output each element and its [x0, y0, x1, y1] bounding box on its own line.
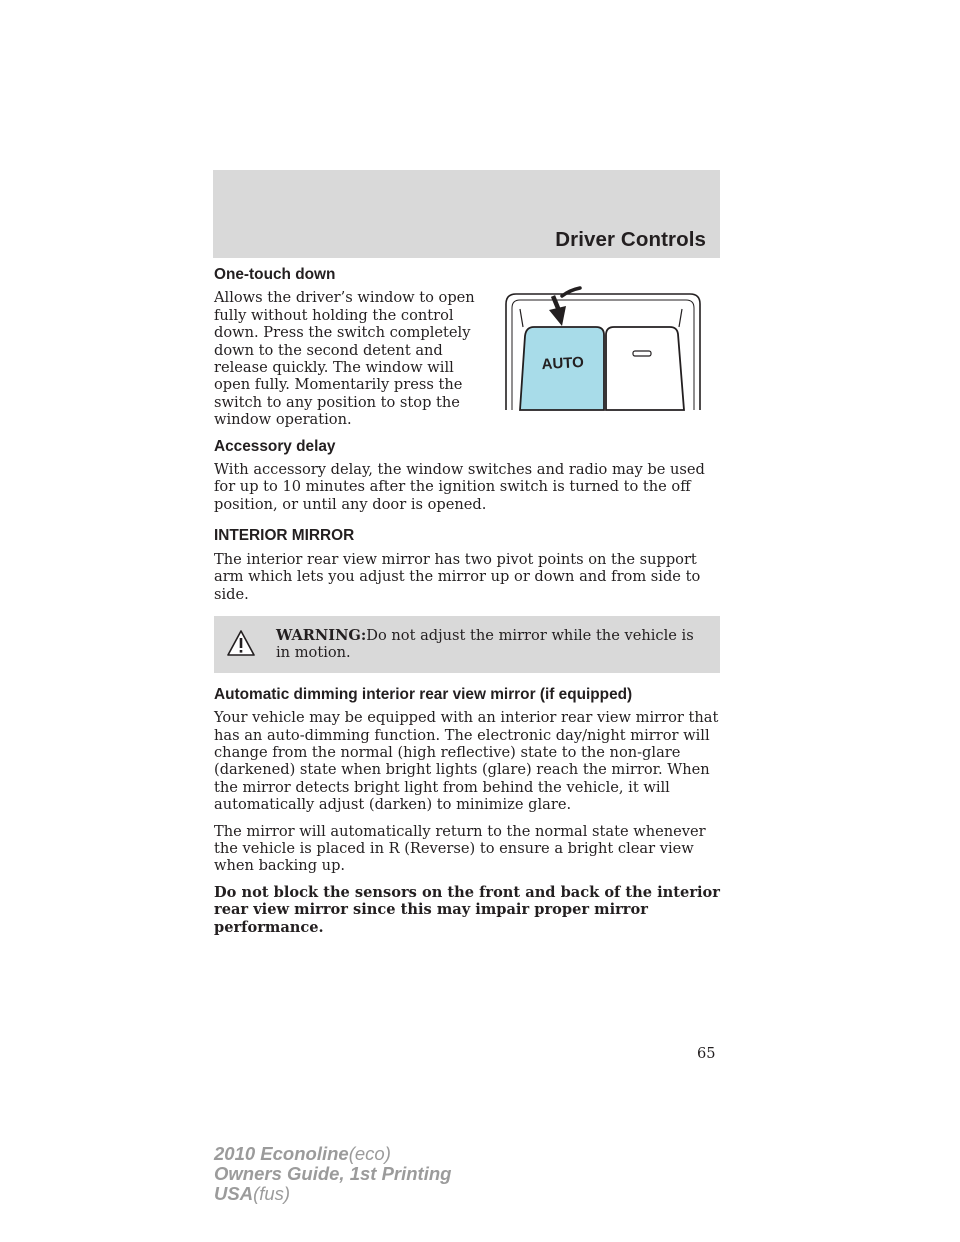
page-number: 65	[697, 1045, 716, 1062]
section-title: Driver Controls	[555, 228, 706, 251]
accessory-body: With accessory delay, the window switches and radio may be used for up to 10 minutes after the ignition switch is turned to the off position, or until any door is opened.	[214, 461, 705, 513]
warning-box	[214, 616, 720, 673]
one-touch-body: Allows the driver’s window to open fully without holding the control down. Press the switch completely down to the second detent and release quickly. The window will open fully. Momentarily press the switch to any position to stop the window operation.	[214, 289, 475, 429]
footer-region: USA	[214, 1183, 254, 1204]
auto-dim-body-1: Your vehicle may be equipped with an interior rear view mirror that has an auto-dimming function. The electronic day/night mirror will change from the normal (high reflective) state to the non-glare (darkened) state when bright lights (glare) reach the mirror. When the mirror detects bright light from behind the vehicle, it will automatically adjust (darken) to minimize glare.	[214, 709, 719, 814]
accessory-heading: Accessory delay	[214, 437, 336, 455]
footer-region-code: (fus)	[253, 1183, 291, 1204]
one-touch-section	[214, 266, 720, 429]
footer-line-3	[214, 1184, 451, 1204]
section-header-band	[213, 170, 720, 258]
warning-label: WARNING:	[276, 626, 367, 644]
auto-label: AUTO	[541, 353, 585, 374]
warning-triangle-icon	[226, 629, 256, 657]
window-switch-illustration	[500, 282, 706, 414]
mirror-heading: INTERIOR MIRROR	[214, 527, 355, 545]
auto-dim-body-2: The mirror will automatically return to the normal state whenever the vehicle is placed in R (Reverse) to ensure a bright clear view when backing up.	[214, 822, 706, 875]
one-touch-heading: One-touch down	[214, 266, 336, 283]
footer-model: 2010 Econoline	[214, 1143, 349, 1164]
sensor-note: Do not block the sensors on the front and back of the interior rear view mirror since this may impair proper mirror performance.	[214, 883, 720, 936]
footer-guide: Owners Guide, 1st Printing	[214, 1163, 452, 1184]
mirror-body: The interior rear view mirror has two pivot points on the support arm which lets you adjust the mirror up or down and from side to side.	[214, 550, 701, 603]
page-content	[214, 266, 720, 945]
auto-dim-heading: Automatic dimming interior rear view mirror (if equipped)	[214, 685, 633, 703]
footer-model-code: (eco)	[348, 1143, 391, 1164]
footer-line-1	[214, 1144, 451, 1164]
footer	[214, 1144, 451, 1204]
warning-message: Do not adjust the mirror while the vehicle is in motion.	[276, 626, 694, 662]
warning-text	[276, 627, 700, 662]
